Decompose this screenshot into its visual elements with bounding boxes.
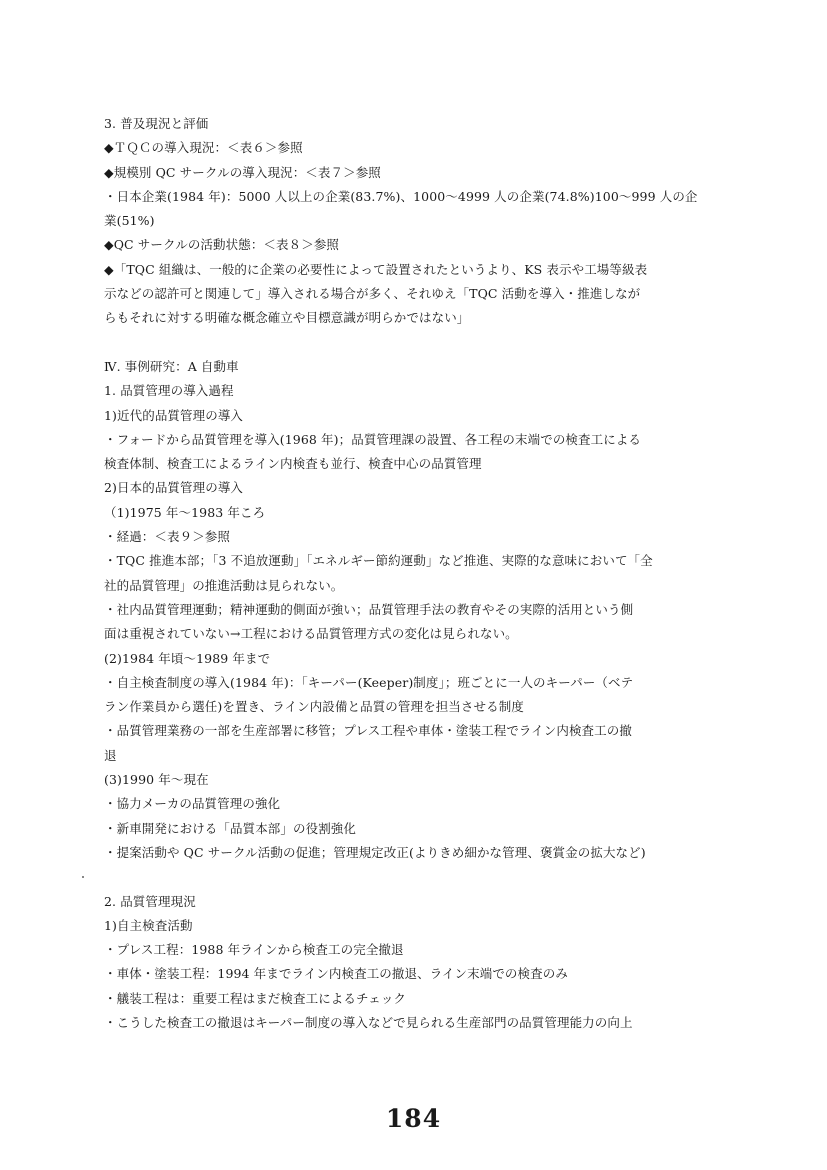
text-line: 1)自主検査活動 bbox=[104, 917, 193, 933]
text-line: 面は重視されていない→工程における品質管理方式の変化は見られない。 bbox=[104, 626, 518, 642]
text-line: (2)1984 年頃～1989 年まで bbox=[104, 650, 271, 666]
text-line: 検査体制、検査工によるライン内検査も並行、検査中心の品質管理 bbox=[104, 456, 482, 472]
text-line: ・社内品質管理運動；精神運動的側面が強い；品質管理手法の教育やその実際的活用という側 bbox=[104, 601, 634, 617]
text-line: 3. 普及現況と評価 bbox=[104, 116, 209, 131]
text-line: ・協力メーカの品質管理の強化 bbox=[104, 796, 281, 812]
text-line: ・品質管理業務の一部を生産部署に移管；プレス工程や車体・塗装工程でライン内検査工の撤 bbox=[104, 723, 632, 739]
page-content bbox=[104, 112, 704, 1035]
text-line: ・車体・塗装工程：1994 年までライン内検査工の撤退、ライン末端での検査のみ bbox=[104, 966, 568, 982]
text-line: ・艤装工程は：重要工程はまだ検査工によるチェック bbox=[104, 990, 407, 1006]
text-line: ・プレス工程：1988 年ラインから検査工の完全撤退 bbox=[104, 942, 404, 958]
text-line: ・自主検査制度の導入(1984 年)：「キーパー(Keeper)制度」；班ごとに一人のキーパー（ベテ bbox=[104, 674, 634, 690]
text-line: ◆ＴＱＣの導入現況：＜表６＞参照 bbox=[104, 140, 303, 156]
text-line: ・TQC 推進本部；「3 不追放運動」「エネルギー節約運動」など推進、実際的な意味において「全 bbox=[104, 553, 653, 569]
text-line: 業(51%) bbox=[104, 213, 155, 229]
text-line: ◆規模別 QC サークルの導入現況：＜表７＞参照 bbox=[104, 164, 381, 180]
text-line: ・こうした検査工の撤退はキーパー制度の導入などで見られる生産部門の品質管理能力の向上 bbox=[104, 1014, 633, 1030]
text-line: Ⅳ. 事例研究：A 自動車 bbox=[104, 358, 239, 374]
text-line: ・経過：＜表９＞参照 bbox=[104, 529, 231, 545]
blank-line bbox=[104, 865, 704, 889]
text-line: ◆QC サークルの活動状態：＜表８＞参照 bbox=[104, 237, 340, 253]
blank-line bbox=[104, 331, 704, 355]
text-line: ・新車開発における「品質本部」の役割強化 bbox=[104, 820, 357, 836]
text-line: ・フォードから品質管理を導入(1968 年)；品質管理課の設置、各工程の末端での検査工による bbox=[104, 431, 642, 447]
text-line: 示などの認許可と関連して」導入される場合が多く、それゆえ「TQC 活動を導入・推進しなが bbox=[104, 286, 641, 302]
text-line: 1. 品質管理の導入過程 bbox=[104, 383, 234, 399]
text-line: ・提案活動や QC サークル活動の促進；管理規定改正(よりきめ細かな管理、褒賞金の拡大など) bbox=[104, 844, 646, 860]
text-line: らもそれに対する明確な概念確立や目標意識が明らかではない」 bbox=[104, 310, 470, 326]
text-line: (3)1990 年～現在 bbox=[104, 772, 209, 788]
text-line: 1)近代的品質管理の導入 bbox=[104, 407, 244, 423]
text-line: 社的品質管理」の推進活動は見られない。 bbox=[104, 577, 344, 593]
text-line: 2)日本的品質管理の導入 bbox=[104, 480, 244, 496]
text-line: ラン作業員から選任)を置き、ライン内設備と品質の管理を担当させる制度 bbox=[104, 699, 524, 715]
text-line: 2. 品質管理現況 bbox=[104, 893, 196, 909]
text-line: （1)1975 年～1983 年ころ bbox=[104, 504, 266, 520]
scan-speck bbox=[82, 876, 84, 878]
text-line: ◆「TQC 組織は、一般的に企業の必要性によって設置されたというより、KS 表示や工場等級表 bbox=[104, 261, 648, 277]
page-number: 184 bbox=[385, 1104, 442, 1133]
text-line: 退 bbox=[104, 747, 117, 763]
text-line: ・日本企業(1984 年)：5000 人以上の企業(83.7%)、1000～4999 人の企業(74.8%)100～999 人の企 bbox=[104, 188, 698, 204]
